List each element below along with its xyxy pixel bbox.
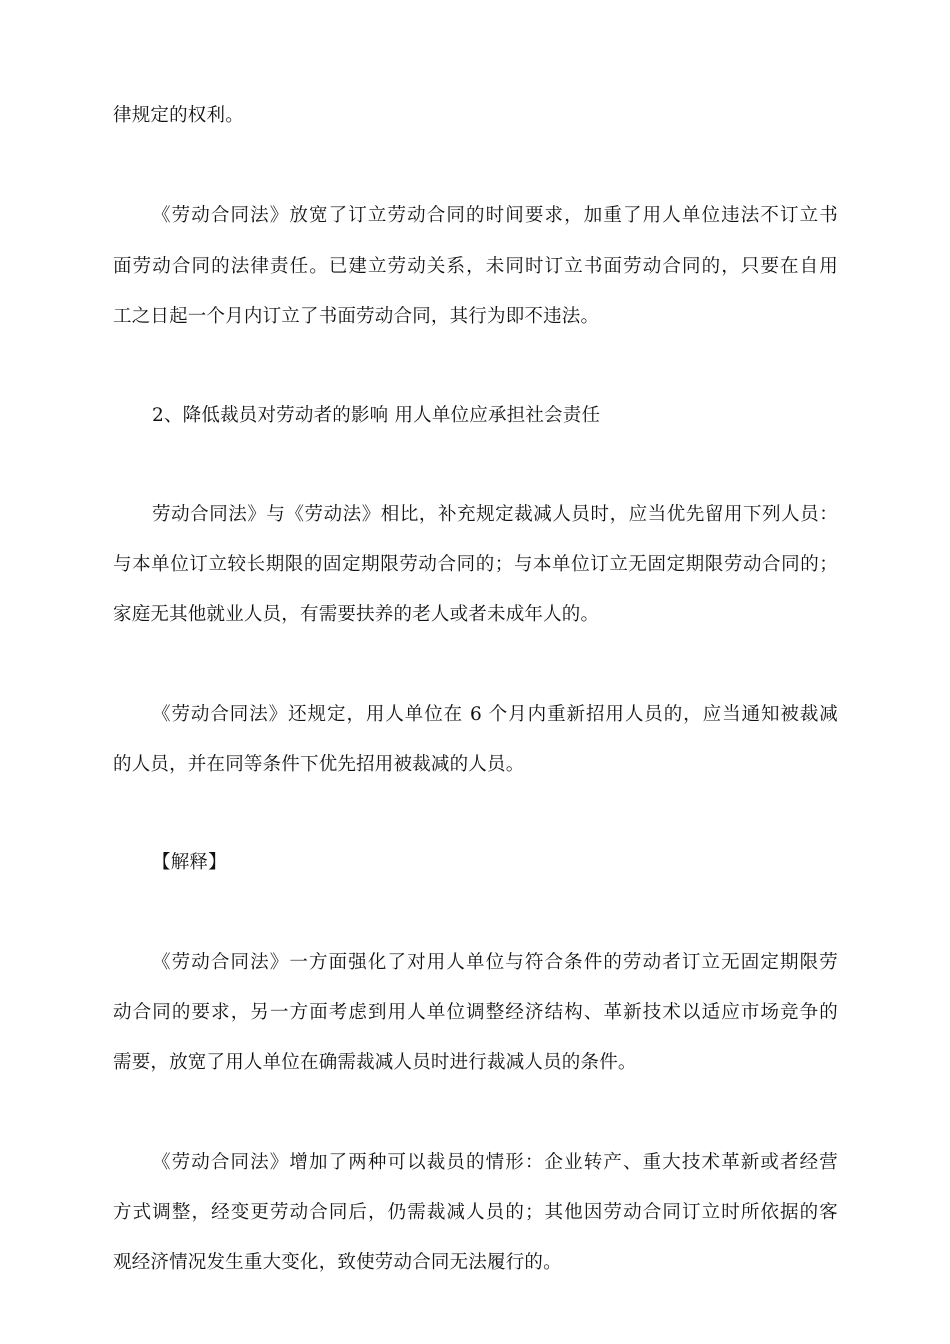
text-line: 动合同的要求，另一方面考虑到用人单位调整经济结构、革新技术以适应市场竞争的 [113, 1002, 838, 1023]
text-line: 律规定的权利。 [113, 105, 244, 126]
text-line: 《劳动合同法》还规定，用人单位在 6 个月内重新招用人员的，应当通知被裁减 [152, 704, 838, 725]
text-line: 《劳动合同法》一方面强化了对用人单位与符合条件的劳动者订立无固定期限劳 [152, 952, 838, 973]
text-line: 劳动合同法》与《劳动法》相比，补充规定裁减人员时，应当优先留用下列人员： [152, 504, 838, 525]
text-line: 的人员，并在同等条件下优先招用被裁减的人员。 [113, 754, 525, 775]
text-line: 《劳动合同法》放宽了订立劳动合同的时间要求，加重了用人单位违法不订立书 [152, 205, 838, 226]
text-line: 需要，放宽了用人单位在确需裁减人员时进行裁减人员的条件。 [113, 1052, 637, 1073]
text-line: 与本单位订立较长期限的固定期限劳动合同的；与本单位订立无固定期限劳动合同的； [113, 554, 838, 575]
text-line: 家庭无其他就业人员，有需要扶养的老人或者未成年人的。 [113, 604, 600, 625]
text-line: 面劳动合同的法律责任。已建立劳动关系，未同时订立书面劳动合同的，只要在自用 [113, 256, 838, 277]
text-line: 工之日起一个月内订立了书面劳动合同，其行为即不违法。 [113, 306, 600, 327]
explanation-heading: 【解释】 [152, 852, 227, 873]
text-line: 《劳动合同法》增加了两种可以裁员的情形：企业转产、重大技术革新或者经营 [152, 1152, 838, 1173]
text-line: 方式调整，经变更劳动合同后，仍需裁减人员的；其他因劳动合同订立时所依据的客 [113, 1202, 838, 1223]
text-line: 观经济情况发生重大变化，致使劳动合同无法履行的。 [113, 1252, 562, 1273]
section-heading: 2、降低裁员对劳动者的影响 用人单位应承担社会责任 [152, 405, 601, 426]
